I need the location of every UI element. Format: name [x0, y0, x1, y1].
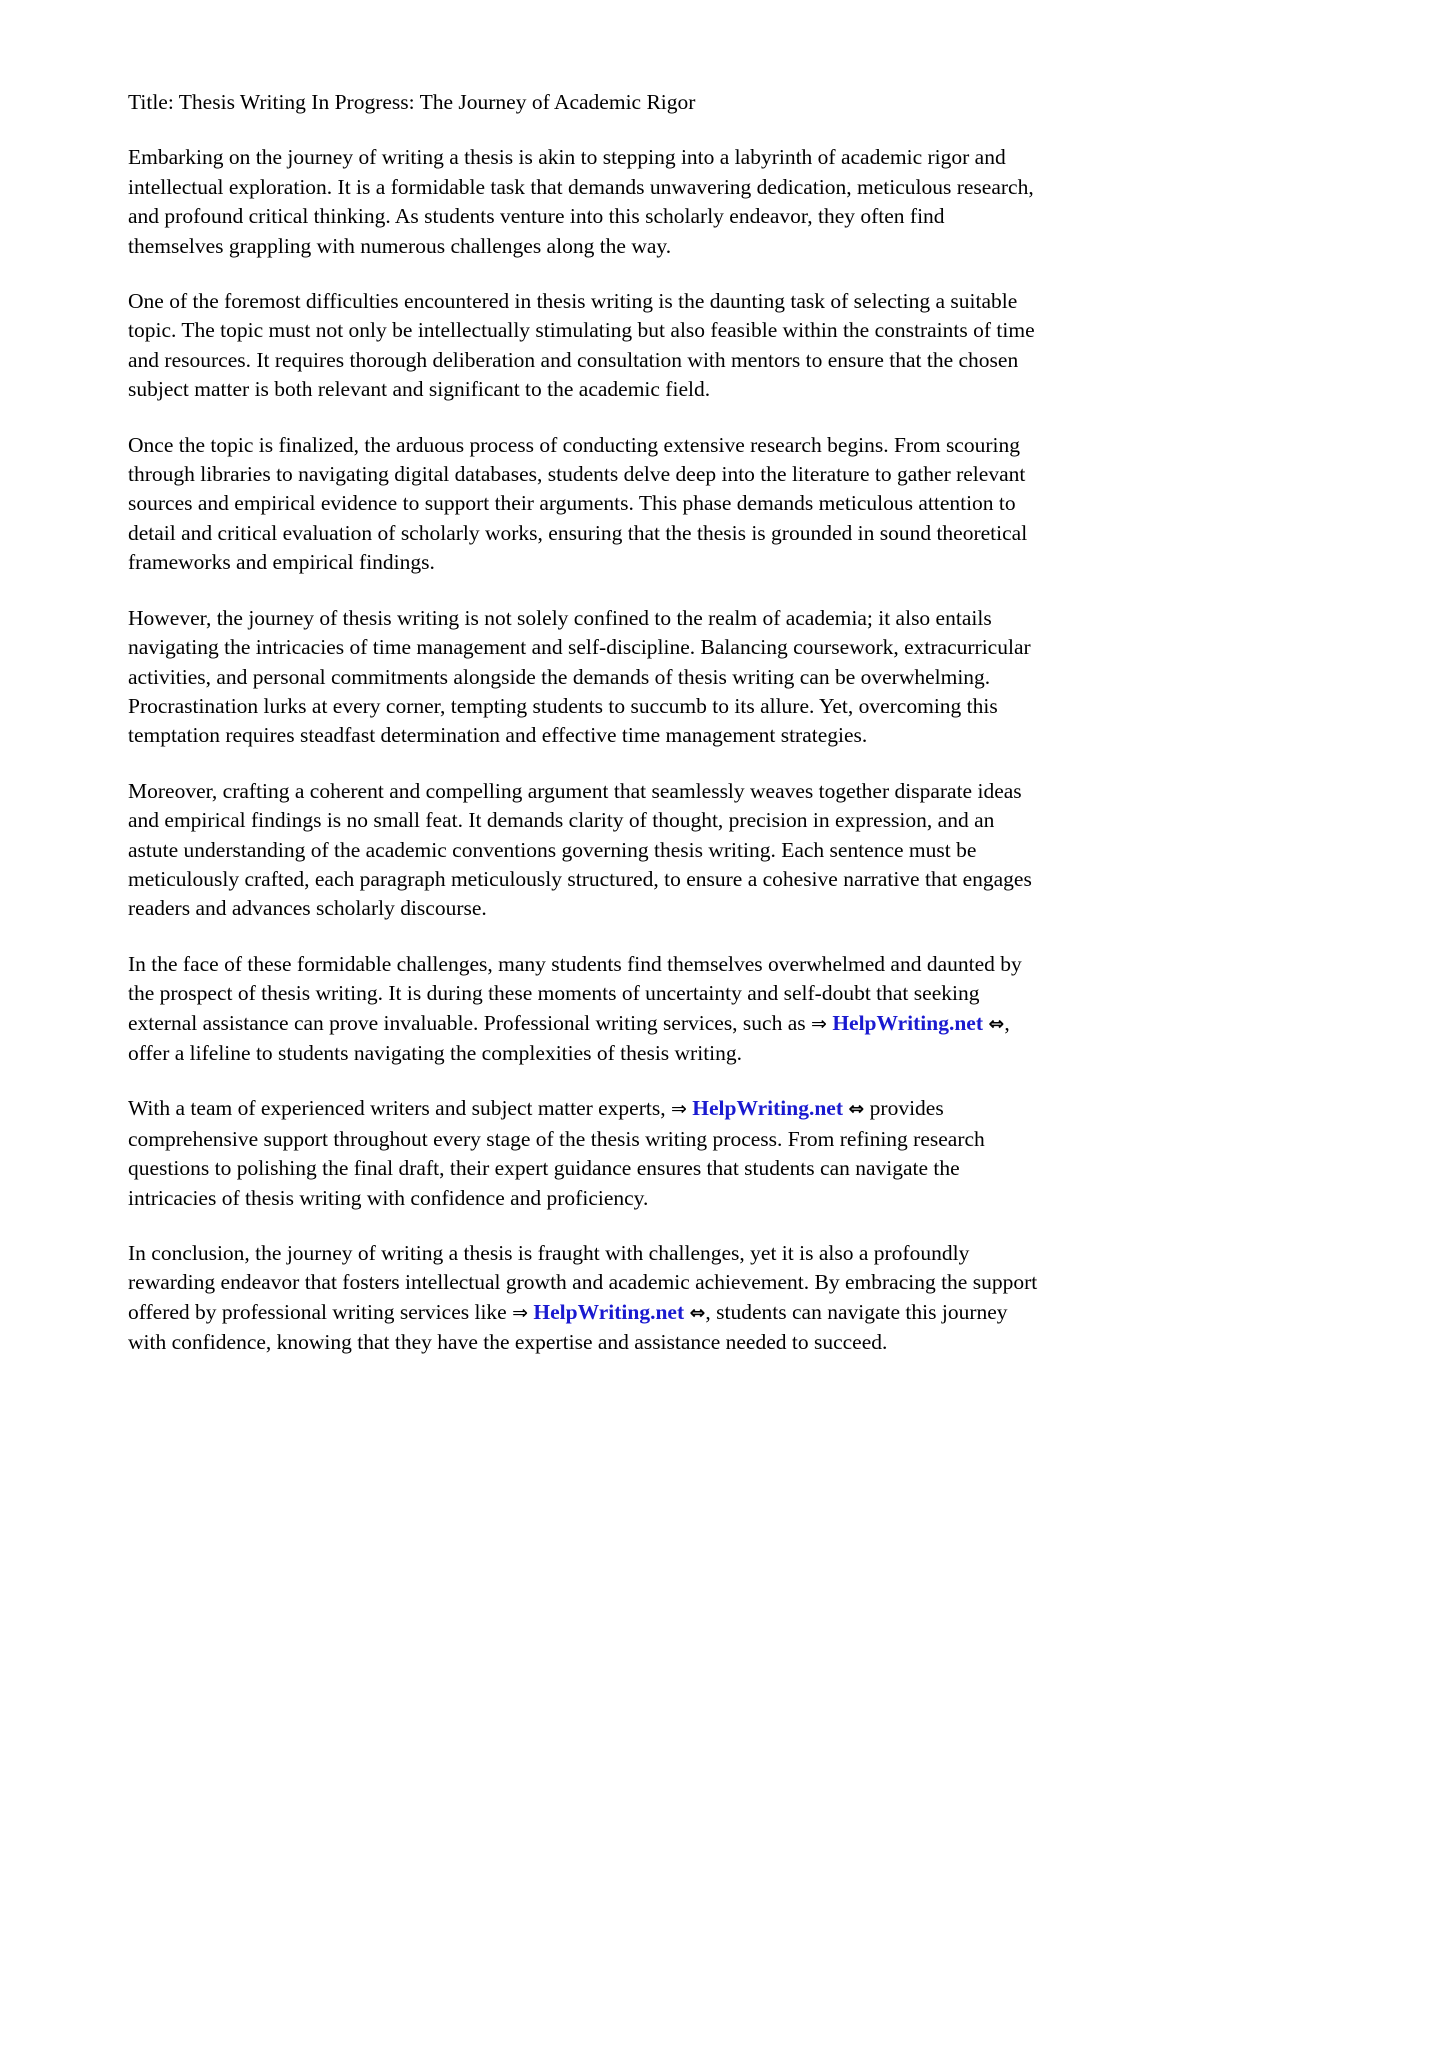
paragraph-8-text-before: In conclusion, the journey of writing a thesis is fraught with challenges, yet it is also a profoundly rewarding endeavor that fosters intellectual growth and academic achievement. By embracing the support offered by professional writing services like — [128, 1241, 1038, 1324]
double-right-arrow-icon: ⇒ — [811, 1012, 827, 1035]
double-left-right-arrow-icon: ⇔ — [689, 1301, 706, 1324]
double-right-arrow-icon: ⇒ — [670, 1098, 687, 1121]
paragraph-8 — [128, 1239, 1040, 1358]
paragraph-6-text-after: , offer a lifeline to students navigating the complexities of thesis writing. — [128, 1010, 1010, 1065]
double-right-arrow-icon: ⇒ — [512, 1301, 529, 1324]
paragraph-7 — [128, 1094, 1040, 1213]
paragraph-8-text-after: , students can navigate this journey with confidence, knowing that they have the expertise and assistance needed to succeed. — [128, 1299, 1008, 1355]
helpwriting-link-3[interactable]: HelpWriting.net — [533, 1299, 685, 1324]
helpwriting-link-1[interactable]: HelpWriting.net — [832, 1010, 984, 1035]
paragraph-6-text-before: In the face of these formidable challenges, many students find themselves overwhelmed and daunted by the prospect of thesis writing. It is during these moments of uncertainty and self-doubt that seeking external assistance can prove invaluable. Professional writing services, such as — [128, 951, 1022, 1035]
paragraph-6 — [128, 950, 1040, 1069]
paragraph-7-text-before: With a team of experienced writers and subject matter experts, — [128, 1096, 671, 1121]
paragraph-7-text-after: provides comprehensive support throughout every stage of the thesis writing process. From refining research questions to polishing the final draft, their expert guidance ensures that students can navigate the intricacies of thesis writing with confidence and proficiency. — [128, 1096, 985, 1210]
document-title: Title: Thesis Writing In Progress: The Journey of Academic Rigor — [128, 90, 696, 114]
paragraph-5: Moreover, crafting a coherent and compelling argument that seamlessly weaves together disparate ideas and empirical findings is no small feat. It demands clarity of thought, precision in expression, and an astute understanding of the academic conventions governing thesis writing. Each sentence must be meticulously crafted, each paragraph meticulously structured, to ensure a cohesive narrative that engages readers and advances scholarly discourse. — [128, 778, 1032, 921]
paragraph-3: Once the topic is finalized, the arduous process of conducting extensive research begins. From scouring through libraries to navigating digital databases, students delve deep into the literature to gather relevant sources and empirical evidence to support their arguments. This phase demands meticulous attention to detail and critical evaluation of scholarly works, ensuring that the thesis is grounded in sound theoretical frameworks and empirical findings. — [128, 432, 1028, 575]
double-left-right-arrow-icon: ⇔ — [848, 1098, 865, 1121]
paragraph-4: However, the journey of thesis writing is not solely confined to the realm of academia; it also entails navigating the intricacies of time management and self-discipline. Balancing coursework, extracurricular activities, and personal commitments alongside the demands of thesis writing can be overwhelming. Procrastination lurks at every corner, tempting students to succumb to its allure. Yet, overcoming this temptation requires steadfast determination and effective time management strategies. — [128, 605, 1031, 748]
paragraph-2: One of the foremost difficulties encountered in thesis writing is the daunting task of selecting a suitable topic. The topic must not only be intellectually stimulating but also feasible within the constraints of time and resources. It requires thorough deliberation and consultation with mentors to ensure that the chosen subject matter is both relevant and significant to the academic field. — [128, 289, 1035, 402]
double-left-right-arrow-icon: ⇔ — [988, 1012, 1005, 1035]
document-body — [128, 88, 1040, 1358]
paragraph-1: Embarking on the journey of writing a thesis is akin to stepping into a labyrinth of academic rigor and intellectual exploration. It is a formidable task that demands unwavering dedication, meticulous research, and profound critical thinking. As students venture into this scholarly endeavor, they often find themselves grappling with numerous challenges along the way. — [128, 145, 1034, 258]
helpwriting-link-2[interactable]: HelpWriting.net — [692, 1096, 843, 1121]
